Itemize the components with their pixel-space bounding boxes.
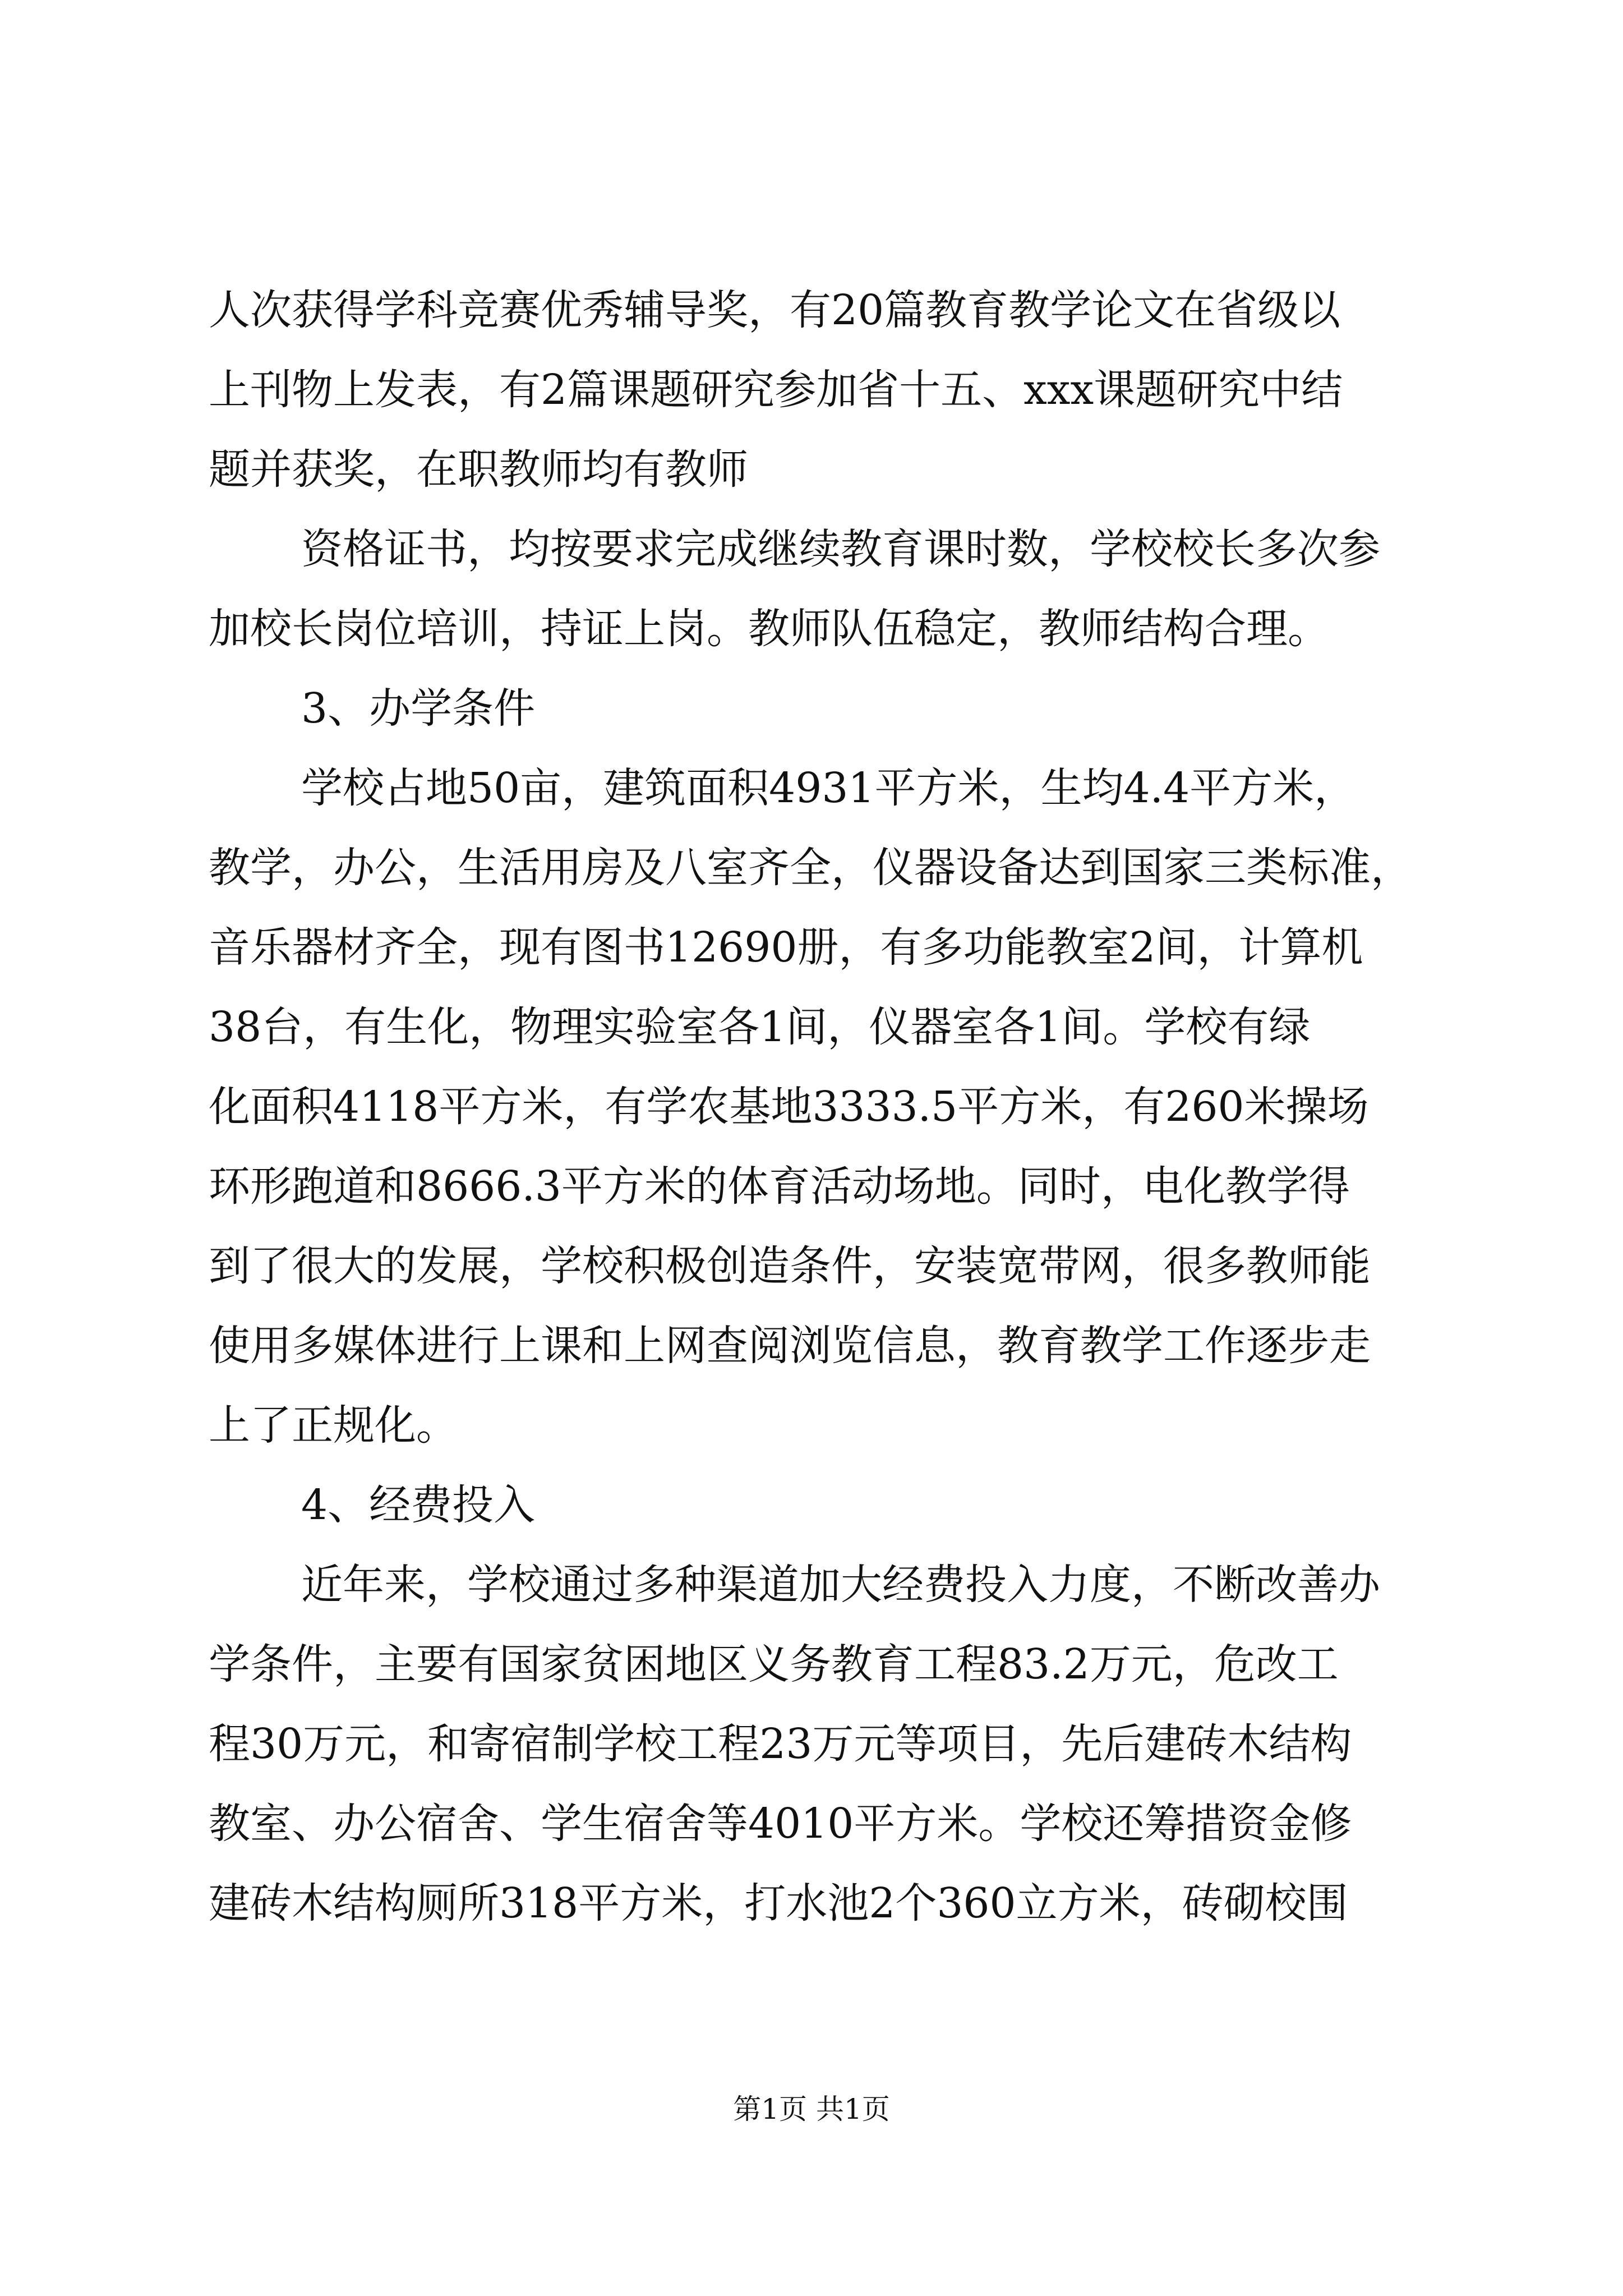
text-line: 人次获得学科竞赛优秀辅导奖，有20篇教育教学论文在省级以 <box>209 286 1341 334</box>
text-line: 教室、办公宿舍、学生宿舍等4010平方米。学校还筹措资金修 <box>209 1800 1352 1848</box>
section-heading: 3、办学条件 <box>301 684 536 733</box>
page-number-label: 第1页 共1页 <box>733 2093 890 2125</box>
text-line: 程30万元，和寄宿制学校工程23万元等项目，先后建砖木结构 <box>209 1720 1352 1768</box>
text-line: 化面积4118平方米，有学农基地3333.5平方米，有260米操场 <box>209 1083 1369 1131</box>
text-line: 音乐器材齐全，现有图书12690册，有多功能教室2间，计算机 <box>209 923 1363 972</box>
text-line: 到了很大的发展，学校积极创造条件，安装宽带网，很多教师能 <box>209 1242 1371 1290</box>
text-line: 题并获奖，在职教师均有教师 <box>209 445 748 494</box>
text-line: 使用多媒体进行上课和上网查阅浏览信息，教育教学工作逐步走 <box>209 1322 1371 1370</box>
text-line: 学条件，主要有国家贫困地区义务教育工程83.2万元，危改工 <box>209 1640 1339 1688</box>
page-footer <box>0 2090 1623 2129</box>
text-line: 环形跑道和8666.3平方米的体育活动场地。同时，电化教学得 <box>209 1162 1350 1211</box>
paragraph-start-line: 资格证书，均按要求完成继续教育课时数，学校校长多次参 <box>301 525 1380 573</box>
section-heading: 4、经费投入 <box>301 1481 536 1529</box>
body-text <box>209 270 1431 1943</box>
text-line: 上刊物上发表，有2篇课题研究参加省十五、xxx课题研究中结 <box>209 366 1343 414</box>
text-line: 38台，有生化，物理实验室各1间，仪器室各1间。学校有绿 <box>209 1003 1311 1051</box>
text-line: 加校长岗位培训，持证上岗。教师队伍稳定，教师结构合理。 <box>209 605 1329 653</box>
text-line: 教学，办公，生活用房及八室齐全，仪器设备达到国家三类标准， <box>209 844 1412 892</box>
text-line: 建砖木结构厕所318平方米，打水池2个360立方米，砖砌校围 <box>209 1879 1348 1927</box>
paragraph-start-line: 学校占地50亩，建筑面积4931平方米，生均4.4平方米， <box>301 764 1356 812</box>
text-line: 上了正规化。 <box>209 1401 458 1450</box>
paragraph-start-line: 近年来，学校通过多种渠道加大经费投入力度，不断改善办 <box>301 1561 1380 1609</box>
